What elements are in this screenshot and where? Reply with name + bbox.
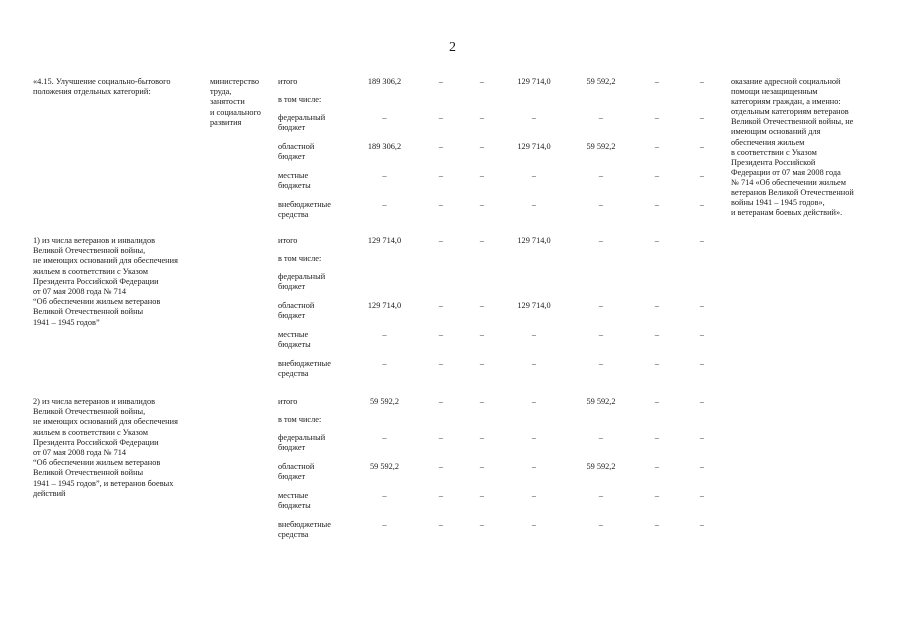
funding-source-label: в том числе:	[278, 415, 322, 424]
funding-value-cell: –	[699, 113, 705, 122]
funding-value-cell: –	[531, 200, 537, 209]
funding-value-cell: –	[699, 171, 705, 180]
funding-value-cell: –	[382, 520, 387, 529]
funding-source-label: в том числе:	[278, 95, 322, 104]
funding-value-cell: –	[438, 200, 444, 209]
funding-value-cell: 189 306,2	[367, 77, 402, 86]
funding-value-cell: –	[438, 171, 444, 180]
funding-value-cell: –	[654, 491, 660, 500]
funding-value-cell: –	[479, 330, 485, 339]
funding-source-label: итого	[278, 397, 298, 406]
funding-value-cell: –	[654, 77, 660, 86]
funding-value-cell: –	[654, 433, 660, 442]
funding-value-cell: –	[699, 301, 705, 310]
funding-source-label: федеральный бюджет	[278, 113, 326, 133]
funding-value-cell: –	[598, 200, 604, 209]
funding-value-cell: –	[438, 491, 444, 500]
funding-value-cell: –	[479, 301, 485, 310]
funding-value-cell: –	[699, 433, 705, 442]
funding-value-cell: –	[699, 359, 705, 368]
funding-value-cell: –	[479, 113, 485, 122]
section-title-subitem-1: 1) из числа ветеранов и инвалидов Великой Отечественной войны, не имеющих оснований для обеспечения жильем в соответствии с Указом Президента Российской Федерации от 07 мая 2008 года № 714 “Об обеспечении жильем ветеранов Великой Отечественной войны 1941 – 1945 годов”	[33, 236, 178, 327]
funding-value-cell: –	[654, 359, 660, 368]
funding-value-cell: 59 592,2	[369, 397, 400, 406]
funding-value-cell: –	[699, 520, 705, 529]
funding-source-label: внебюджетные средства	[278, 520, 331, 540]
funding-value-cell: –	[699, 77, 705, 86]
funding-value-cell: –	[699, 200, 705, 209]
funding-source-label: областной бюджет	[278, 301, 315, 321]
funding-value-cell: –	[479, 171, 485, 180]
funding-value-cell: –	[531, 171, 537, 180]
funding-value-cell: –	[654, 171, 660, 180]
funding-value-cell: –	[654, 330, 660, 339]
funding-value-cell: –	[479, 359, 485, 368]
funding-source-label: итого	[278, 236, 298, 245]
funding-source-label: местные бюджеты	[278, 171, 311, 191]
funding-value-cell: –	[382, 491, 387, 500]
funding-value-cell: –	[531, 330, 537, 339]
funding-value-cell: –	[438, 462, 444, 471]
funding-value-cell: –	[654, 142, 660, 151]
funding-value-cell: –	[531, 359, 537, 368]
funding-source-label: итого	[278, 77, 298, 86]
funding-value-cell: –	[654, 301, 660, 310]
funding-value-cell: –	[598, 359, 604, 368]
funding-value-cell: –	[654, 397, 660, 406]
funding-value-cell: –	[382, 433, 387, 442]
funding-source-label: местные бюджеты	[278, 330, 311, 350]
funding-value-cell: –	[382, 359, 387, 368]
funding-value-cell: –	[654, 200, 660, 209]
funding-value-cell: –	[531, 113, 537, 122]
funding-value-cell: –	[531, 462, 537, 471]
funding-value-cell: 129 714,0	[517, 77, 551, 86]
funding-value-cell: 189 306,2	[367, 142, 402, 151]
funding-value-cell: –	[438, 301, 444, 310]
funding-value-cell: –	[438, 359, 444, 368]
funding-value-cell: 59 592,2	[586, 462, 616, 471]
section-title-subitem-2: 2) из числа ветеранов и инвалидов Великой Отечественной войны, не имеющих оснований для обеспечения жильем в соответствии с Указом Президента Российской Федерации от 07 мая 2008 года № 714 “Об обеспечении жильем ветеранов Великой Отечественной войны 1941 – 1945 годов”, и ветеранов боевых действий	[33, 397, 178, 498]
funding-value-cell: –	[479, 236, 485, 245]
funding-value-cell: –	[699, 142, 705, 151]
funding-value-cell: –	[479, 520, 485, 529]
funding-source-label: в том числе:	[278, 254, 322, 263]
funding-value-cell: –	[438, 520, 444, 529]
funding-value-cell: –	[531, 491, 537, 500]
funding-value-cell: 59 592,2	[369, 462, 400, 471]
expected-result-text: оказание адресной социальной помощи незащищенным категориям граждан, а именно: отдельным категориям ветеранов Великой Отечественной войны, не имеющим оснований для обеспечения жильем в соответствии с Указом Президента Российской Федерации от 07 мая 2008 года № 714 «Об обеспечении жильем ветеранов Великой Отечественной войны 1941 – 1945 годов», и ветеранам боевых действий».	[731, 77, 854, 218]
funding-value-cell: 59 592,2	[586, 77, 616, 86]
funding-value-cell: –	[699, 330, 705, 339]
funding-value-cell: –	[531, 397, 537, 406]
funding-value-cell: –	[479, 142, 485, 151]
funding-value-cell: –	[438, 77, 444, 86]
funding-value-cell: –	[598, 171, 604, 180]
funding-source-label: местные бюджеты	[278, 491, 311, 511]
funding-source-label: федеральный бюджет	[278, 272, 326, 292]
executor-ministry: министерство труда, занятости и социального развития	[210, 77, 261, 127]
funding-value-cell: –	[699, 236, 705, 245]
funding-value-cell: –	[479, 77, 485, 86]
funding-value-cell: –	[479, 433, 485, 442]
funding-source-label: внебюджетные средства	[278, 359, 331, 379]
funding-value-cell: –	[438, 113, 444, 122]
funding-value-cell: 129 714,0	[367, 236, 402, 245]
funding-value-cell: –	[598, 433, 604, 442]
funding-value-cell: –	[382, 113, 387, 122]
funding-value-cell: 59 592,2	[586, 397, 616, 406]
funding-value-cell: –	[654, 113, 660, 122]
funding-value-cell: –	[479, 491, 485, 500]
funding-value-cell: –	[654, 462, 660, 471]
funding-value-cell: –	[598, 330, 604, 339]
funding-value-cell: 129 714,0	[517, 301, 551, 310]
section-title-4-15: «4.15. Улучшение социально-бытового положения отдельных категорий:	[33, 77, 171, 97]
funding-value-cell: –	[438, 330, 444, 339]
funding-value-cell: –	[438, 433, 444, 442]
funding-value-cell: –	[598, 301, 604, 310]
funding-value-cell: –	[382, 200, 387, 209]
funding-value-cell: –	[382, 330, 387, 339]
funding-source-label: областной бюджет	[278, 142, 315, 162]
funding-value-cell: –	[598, 113, 604, 122]
funding-value-cell: –	[699, 462, 705, 471]
funding-value-cell: –	[699, 397, 705, 406]
funding-value-cell: –	[382, 171, 387, 180]
funding-source-label: внебюджетные средства	[278, 200, 331, 220]
funding-value-cell: –	[598, 236, 604, 245]
funding-value-cell: –	[479, 397, 485, 406]
funding-value-cell: –	[438, 397, 444, 406]
funding-value-cell: 59 592,2	[586, 142, 616, 151]
funding-value-cell: –	[654, 520, 660, 529]
funding-value-cell: –	[438, 236, 444, 245]
funding-value-cell: –	[479, 200, 485, 209]
funding-value-cell: –	[438, 142, 444, 151]
funding-value-cell: 129 714,0	[517, 236, 551, 245]
funding-value-cell: –	[479, 462, 485, 471]
funding-source-label: федеральный бюджет	[278, 433, 326, 453]
funding-value-cell: –	[531, 520, 537, 529]
funding-value-cell: 129 714,0	[367, 301, 402, 310]
funding-value-cell: –	[531, 433, 537, 442]
page-number: 2	[449, 40, 456, 55]
funding-value-cell: –	[654, 236, 660, 245]
funding-value-cell: –	[699, 491, 705, 500]
funding-value-cell: 129 714,0	[517, 142, 551, 151]
funding-value-cell: –	[598, 520, 604, 529]
funding-source-label: областной бюджет	[278, 462, 315, 482]
funding-value-cell: –	[598, 491, 604, 500]
